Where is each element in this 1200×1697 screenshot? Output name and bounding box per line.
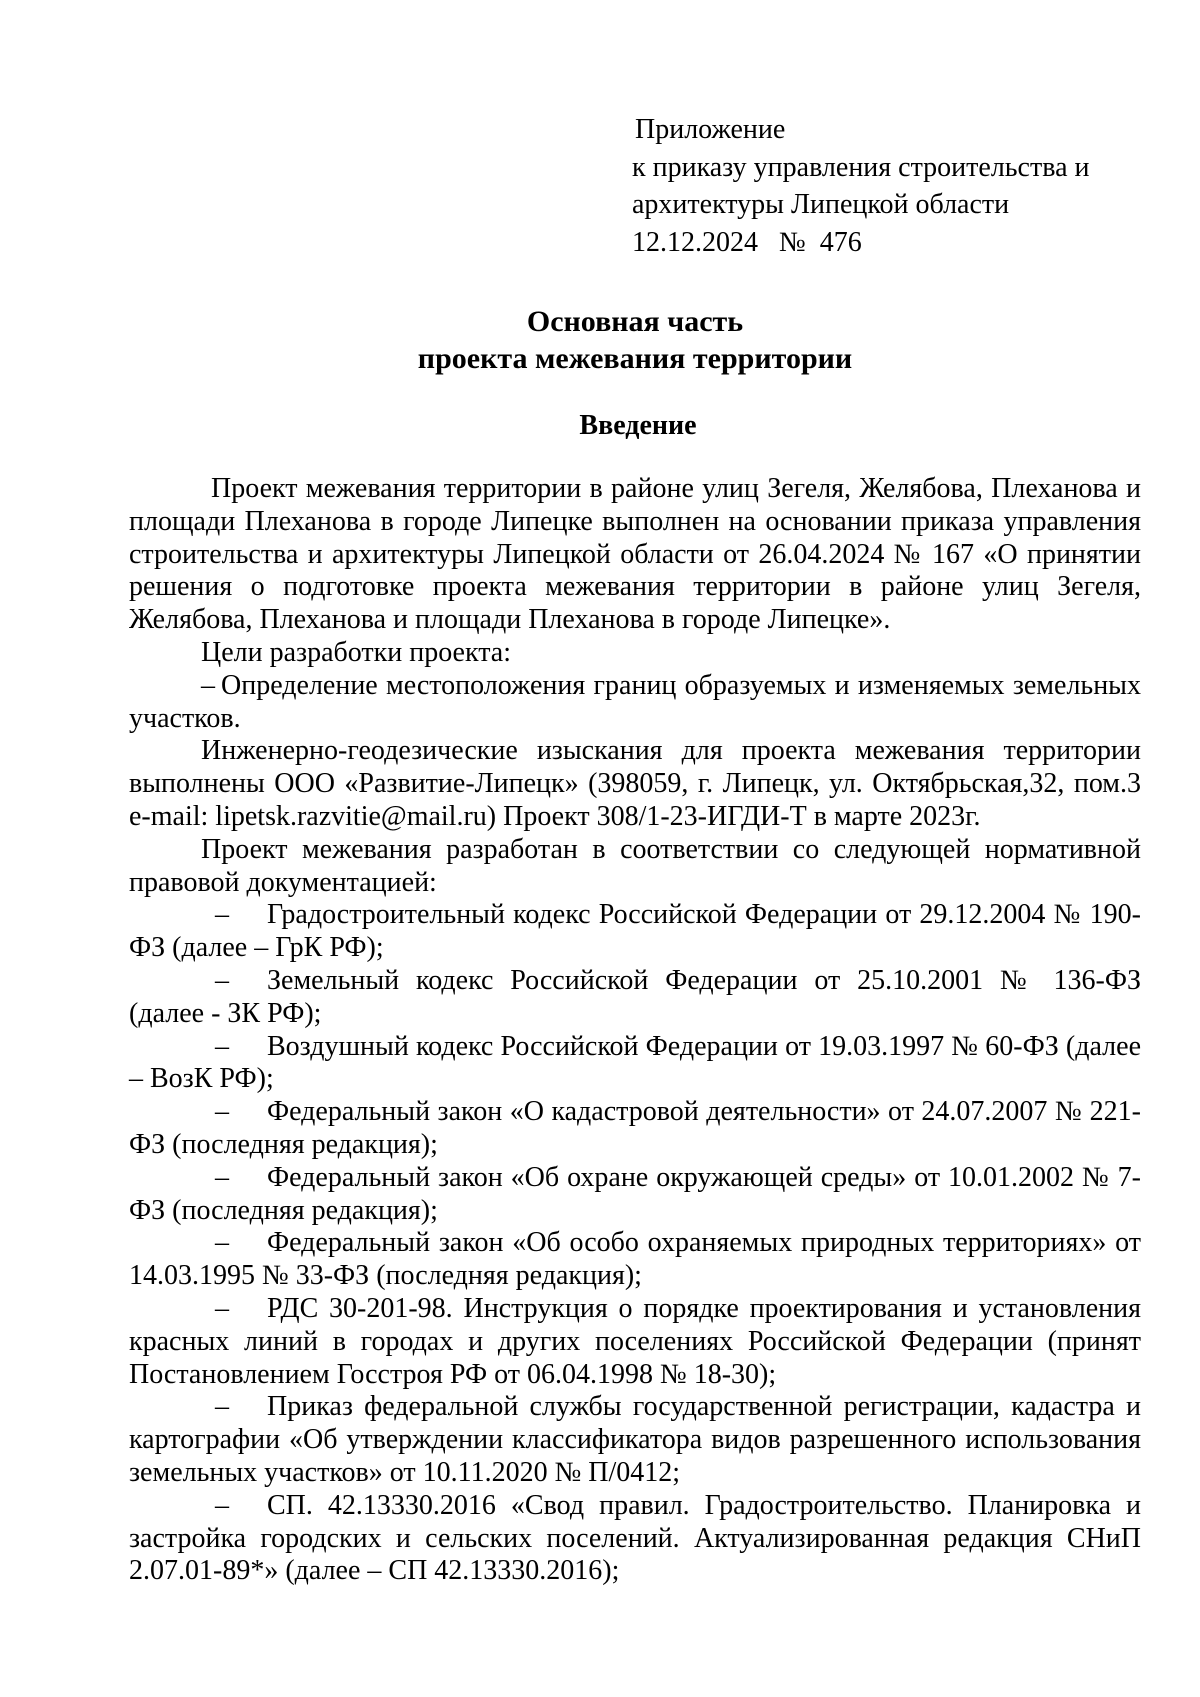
list-dash: –	[215, 1096, 229, 1128]
title-line-1: Основная часть	[526, 305, 744, 338]
regulation-item	[129, 1227, 1141, 1293]
paragraph-basis: Проект межевания территории в районе улиц Зегеля, Желябова, Плеханова и площади Плеханова в городе Липецке выполнен на основании приказа управления строительства и архитектуры Липецкой области от 26.04.2024 № 167 «О принятии решения о подготовке проекта межевания территории в районе улиц Зегеля, Желябова, Плеханова и площади Плеханова в городе Липецке».	[129, 473, 1141, 636]
regulation-item	[129, 1031, 1141, 1097]
regulation-item-text: Воздушный кодекс Российской Федерации от 19.03.1997 № 60-ФЗ (далее – ВозК РФ);	[129, 1030, 1141, 1095]
appendix-order-reference: к приказу управления строительства и	[632, 151, 1090, 183]
paragraph-surveys: Инженерно-геодезические изыскания для проекта межевания территории выполнены ООО «Развитие-Липецк» (398059, г. Липецк, ул. Октябрьская,32, пом.3 e-mail: lipetsk.razvitie@mail.ru) Проект 308/1-23-ИГДИ-Т в марте 2023г.	[129, 735, 1141, 832]
document-body	[129, 473, 1141, 1588]
list-dash: –	[215, 1030, 229, 1062]
regulation-item-text: Градостроительный кодекс Российской Федерации от 29.12.2004 № 190-ФЗ (далее – ГрК РФ);	[129, 899, 1141, 964]
list-dash: –	[215, 1292, 229, 1324]
regulation-item-text: СП. 42.13330.2016 «Свод правил. Градостроительство. Планировка и застройка городских и сельских поселений. Актуализированная редакция СНиП 2.07.01-89*» (далее – СП 42.13330.2016);	[129, 1489, 1141, 1587]
regulation-item-text: Земельный кодекс Российской Федерации от 25.10.2001 № 136-ФЗ (далее - ЗК РФ);	[129, 964, 1141, 1029]
list-dash: –	[215, 1391, 229, 1423]
list-dash: –	[201, 669, 215, 701]
list-dash: –	[215, 899, 229, 931]
list-dash: –	[215, 1489, 229, 1521]
title-line-2: проекта межевания территории	[417, 342, 853, 375]
regulation-item-text: РДС 30-201-98. Инструкция о порядке проектирования и установления красных линий в городах и других поселениях Российской Федерации (принят Постановлением Госстроя РФ от 06.04.1998 № 18-30);	[129, 1292, 1141, 1390]
regulation-item-text: Приказ федеральной службы государственной регистрации, кадастра и картографии «Об утверждении классификатора видов разрешенного использования земельных участков» от 10.11.2020 № П/0412;	[129, 1391, 1141, 1488]
regulation-item	[129, 1293, 1141, 1391]
regulation-item	[129, 1490, 1141, 1588]
regulation-item-text: Федеральный закон «О кадастровой деятельности» от 24.07.2007 № 221-ФЗ (последняя редакция);	[129, 1096, 1141, 1160]
list-dash: –	[215, 1227, 229, 1259]
appendix-block	[632, 111, 1090, 261]
regulation-item-text: Федеральный закон «Об особо охраняемых природных территориях» от 14.03.1995 № 33-ФЗ (последняя редакция);	[129, 1227, 1141, 1292]
regulation-item	[129, 965, 1141, 1031]
regulation-item	[129, 1391, 1141, 1489]
appendix-authority: архитектуры Липецкой области	[632, 189, 1010, 220]
paragraph-goal-item	[129, 670, 1141, 736]
regulation-item	[129, 899, 1141, 965]
section-heading: Введение	[579, 410, 697, 441]
list-dash: –	[215, 964, 229, 996]
regulation-item-text: Федеральный закон «Об охране окружающей среды» от 10.01.2002 № 7-ФЗ (последняя редакция);	[129, 1161, 1141, 1226]
regulation-item	[129, 1096, 1141, 1162]
appendix-date-number: 12.12.2024 № 476	[632, 226, 862, 258]
regulation-item	[129, 1162, 1141, 1228]
list-dash: –	[215, 1161, 229, 1193]
document-title	[0, 303, 1200, 377]
regulations-list	[129, 899, 1141, 1588]
goal-item-text: Определение местоположения границ образуемых и изменяемых земельных участков.	[129, 669, 1141, 734]
paragraph-goals-heading: Цели разработки проекта:	[201, 636, 511, 668]
appendix-label: Приложение	[635, 114, 786, 145]
paragraph-regulations-intro: Проект межевания разработан в соответствии со следующей нормативной правовой документацией:	[129, 833, 1141, 898]
